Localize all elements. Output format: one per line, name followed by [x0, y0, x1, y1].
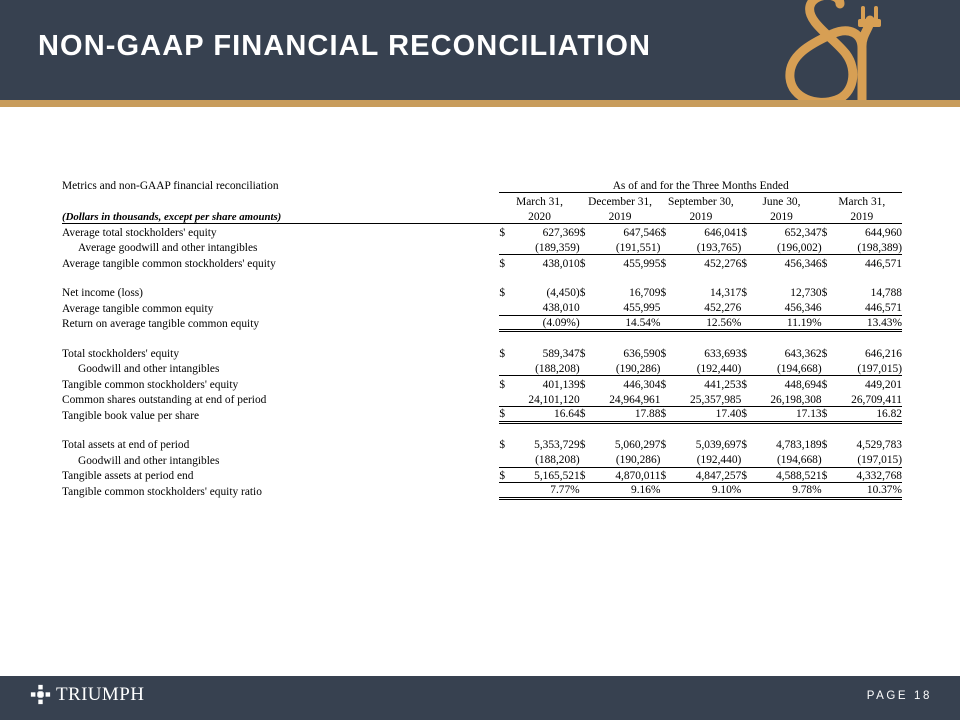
table-cell [580, 407, 661, 423]
column-header-month-1: December 31, [588, 195, 653, 208]
row-label: Net income (loss) [62, 287, 143, 300]
table-row [62, 360, 902, 376]
table-cell [499, 239, 579, 255]
currency-symbol: $ [741, 439, 748, 452]
cell-value: 456,346 [784, 257, 822, 270]
cell-value: 446,571 [864, 257, 902, 270]
currency-symbol: $ [499, 378, 506, 391]
table-cell [580, 483, 661, 499]
table-cell [580, 255, 661, 271]
table-row [62, 255, 902, 271]
table-cell [741, 345, 821, 361]
column-header-year-1: 2019 [580, 208, 661, 224]
table-cell [822, 391, 902, 407]
row-label: Return on average tangible common equity [62, 318, 260, 331]
cell-value: (194,668) [777, 454, 822, 467]
table-cell [741, 452, 821, 468]
cell-value: 644,960 [864, 226, 902, 239]
cell-value: (190,286) [615, 362, 661, 375]
table-cell [822, 255, 902, 271]
table-row [62, 376, 902, 392]
cell-value: 455,995 [623, 302, 661, 315]
currency-symbol: $ [821, 469, 828, 482]
cell-value: 647,546 [623, 226, 661, 239]
currency-symbol: $ [660, 347, 667, 360]
column-header-month-4: March 31, [838, 195, 886, 208]
table-cell [741, 239, 821, 255]
row-label: Average tangible common stockholders' equity [62, 257, 276, 270]
page-number: PAGE 18 [866, 690, 932, 702]
cell-value: (188,208) [535, 454, 580, 467]
table-cell [499, 315, 579, 331]
cell-value: 452,276 [704, 302, 742, 315]
row-label: Tangible common stockholders' equity [62, 378, 239, 391]
financial-table-container [62, 177, 902, 500]
currency-symbol: $ [660, 439, 667, 452]
cell-value: 13.43% [866, 316, 902, 329]
currency-symbol: $ [579, 347, 586, 360]
cell-value: 25,357,985 [690, 393, 742, 406]
cell-value: 16.64 [554, 408, 580, 421]
table-row [62, 300, 902, 316]
table-cell [822, 224, 902, 240]
table-cell [741, 376, 821, 392]
currency-symbol: $ [579, 439, 586, 452]
table-row [62, 407, 902, 423]
cell-value: (197,015) [857, 454, 902, 467]
currency-symbol: $ [821, 347, 828, 360]
row-label: Average total stockholders' equity [62, 226, 217, 239]
table-row [62, 391, 902, 407]
table-row [62, 224, 902, 240]
currency-symbol: $ [579, 226, 586, 239]
table-cell [822, 407, 902, 423]
table-cell [499, 436, 579, 452]
table-cell [499, 407, 579, 423]
row-label: Tangible book value per share [62, 409, 200, 422]
table-cell [660, 467, 741, 483]
brand-wordmark: TRIUMPH [56, 684, 145, 705]
units-note: (Dollars in thousands, except per share amounts) [62, 208, 499, 224]
cell-value: 17.40 [715, 408, 742, 421]
cell-value: (196,002) [777, 241, 822, 254]
table-cell [660, 391, 741, 407]
cell-value: 16,709 [629, 287, 661, 300]
column-header-year-2: 2019 [660, 208, 741, 224]
currency-symbol: $ [821, 257, 828, 270]
table-span-header: As of and for the Three Months Ended [499, 177, 902, 193]
cell-value: 9.78% [792, 484, 822, 497]
table-cell [580, 315, 661, 331]
table-cell [580, 224, 661, 240]
table-cell [499, 300, 579, 316]
cell-value: 4,847,257 [695, 469, 742, 482]
table-corner-title: Metrics and non-GAAP financial reconciliation [62, 180, 279, 193]
table-cell [580, 239, 661, 255]
table-row [62, 239, 902, 255]
cell-value: 4,783,189 [776, 439, 822, 452]
cell-value: 652,347 [784, 226, 822, 239]
table-cell [822, 315, 902, 331]
table-row [62, 452, 902, 468]
table-cell [499, 483, 579, 499]
currency-symbol: $ [660, 378, 667, 391]
cell-value: 12.56% [706, 316, 742, 329]
table-cell [580, 452, 661, 468]
currency-symbol: $ [499, 469, 506, 482]
table-cell [499, 376, 579, 392]
table-cell [580, 436, 661, 452]
cell-value: 9.16% [631, 484, 661, 497]
cell-value: 16.82 [876, 408, 902, 421]
currency-symbol: $ [579, 469, 586, 482]
row-label: Common shares outstanding at end of period [62, 394, 267, 407]
ampersand-plug-logo [762, 0, 902, 100]
cell-value: 4,870,011 [615, 469, 661, 482]
cell-value: 646,041 [704, 226, 742, 239]
currency-symbol: $ [821, 226, 828, 239]
cell-value: 589,347 [542, 347, 580, 360]
table-cell [822, 467, 902, 483]
table-cell [741, 360, 821, 376]
table-row [62, 315, 902, 331]
cell-value: (193,765) [696, 241, 742, 254]
cell-value: 452,276 [704, 257, 742, 270]
row-label: Goodwill and other intangibles [78, 363, 220, 376]
brand-logo [30, 684, 144, 705]
currency-symbol: $ [741, 287, 748, 300]
table-cell [822, 345, 902, 361]
cell-value: 446,571 [864, 302, 902, 315]
currency-symbol: $ [741, 378, 748, 391]
table-cell [741, 436, 821, 452]
table-cell [499, 452, 579, 468]
cell-value: 633,693 [704, 347, 742, 360]
table-cell [660, 436, 741, 452]
page-title: NON-GAAP FINANCIAL RECONCILIATION [38, 30, 652, 62]
table-cell [822, 360, 902, 376]
table-cell [741, 224, 821, 240]
cell-value: 449,201 [864, 378, 902, 391]
table-row [62, 467, 902, 483]
cell-value: 636,590 [623, 347, 661, 360]
table-cell [741, 284, 821, 300]
table-cell [660, 255, 741, 271]
cell-value: 24,101,120 [528, 393, 580, 406]
currency-symbol: $ [660, 257, 667, 270]
cell-value: 456,346 [784, 302, 822, 315]
table-cell [660, 300, 741, 316]
currency-symbol: $ [499, 439, 506, 452]
currency-symbol: $ [499, 226, 506, 239]
table-cell [741, 315, 821, 331]
table-cell [580, 467, 661, 483]
cell-value: 643,362 [784, 347, 822, 360]
cell-value: (190,286) [615, 454, 661, 467]
cell-value: 11.19% [786, 316, 822, 329]
table-cell [741, 255, 821, 271]
currency-symbol: $ [741, 347, 748, 360]
table-cell [822, 483, 902, 499]
table-row [62, 345, 902, 361]
table-cell [660, 345, 741, 361]
table-cell [499, 467, 579, 483]
cell-value: 24,964,961 [609, 393, 661, 406]
table-cell [822, 376, 902, 392]
row-label: Average goodwill and other intangibles [78, 242, 258, 255]
cell-value: 4,588,521 [776, 469, 822, 482]
currency-symbol: $ [499, 347, 506, 360]
currency-symbol: $ [499, 408, 506, 421]
non-gaap-reconciliation-table [62, 177, 902, 500]
cell-value: (192,440) [696, 454, 742, 467]
table-cell [660, 452, 741, 468]
cell-value: (188,208) [535, 362, 580, 375]
currency-symbol: $ [741, 408, 748, 421]
cell-value: 627,369 [542, 226, 580, 239]
cell-value: (4,450) [546, 287, 580, 300]
currency-symbol: $ [579, 257, 586, 270]
cell-value: 10.37% [866, 484, 902, 497]
table-cell [499, 391, 579, 407]
cell-value: 455,995 [623, 257, 661, 270]
table-cell [580, 345, 661, 361]
table-cell [580, 284, 661, 300]
row-label: Tangible common stockholders' equity ratio [62, 485, 262, 498]
triumph-cross-mark [30, 684, 51, 705]
table-cell [660, 224, 741, 240]
cell-value: 14,317 [709, 287, 742, 300]
currency-symbol: $ [499, 287, 506, 300]
cell-value: 646,216 [864, 347, 902, 360]
table-cell [822, 239, 902, 255]
cell-value: (197,015) [857, 362, 902, 375]
table-cell [580, 300, 661, 316]
currency-symbol: $ [821, 439, 828, 452]
table-cell [822, 300, 902, 316]
block-spacer [62, 331, 902, 345]
cell-value: 12,730 [790, 287, 822, 300]
currency-symbol: $ [499, 257, 506, 270]
cell-value: (198,389) [857, 241, 902, 254]
block-spacer [62, 270, 902, 284]
table-cell [660, 315, 741, 331]
row-label: Goodwill and other intangibles [78, 454, 220, 467]
table-cell [741, 300, 821, 316]
row-label: Tangible assets at period end [62, 470, 194, 483]
row-label: Average tangible common equity [62, 302, 214, 315]
cell-value: 438,010 [542, 257, 580, 270]
slide-footer [0, 676, 960, 720]
column-header-month-2: September 30, [667, 195, 734, 208]
currency-symbol: $ [660, 408, 667, 421]
currency-symbol: $ [579, 378, 586, 391]
currency-symbol: $ [660, 287, 667, 300]
cell-value: (4.09%) [542, 316, 580, 329]
cell-value: 17.13 [795, 408, 822, 421]
cell-value: 26,198,308 [770, 393, 822, 406]
currency-symbol: $ [741, 226, 748, 239]
table-cell [499, 360, 579, 376]
cell-value: 14,788 [870, 287, 902, 300]
table-row [62, 284, 902, 300]
cell-value: 401,139 [542, 378, 580, 391]
table-row [62, 436, 902, 452]
table-cell [660, 360, 741, 376]
table-cell [660, 284, 741, 300]
table-cell [499, 284, 579, 300]
cell-value: 5,165,521 [534, 469, 580, 482]
table-cell [499, 255, 579, 271]
table-cell [580, 360, 661, 376]
table-cell [660, 376, 741, 392]
currency-symbol: $ [821, 408, 828, 421]
column-header-month-3: June 30, [762, 195, 801, 208]
currency-symbol: $ [741, 469, 748, 482]
table-cell [580, 391, 661, 407]
currency-symbol: $ [579, 408, 586, 421]
table-cell [499, 224, 579, 240]
cell-value: 7.77% [550, 484, 580, 497]
header-accent-rule [0, 100, 960, 107]
table-cell [741, 467, 821, 483]
table-cell [822, 436, 902, 452]
cell-value: 26,709,411 [851, 393, 902, 406]
cell-value: 448,694 [784, 378, 822, 391]
cell-value: 5,060,297 [614, 439, 661, 452]
table-cell [660, 239, 741, 255]
cell-value: (189,359) [535, 241, 580, 254]
row-label: Total stockholders' equity [62, 347, 180, 360]
cell-value: 441,253 [704, 378, 742, 391]
column-header-year-4: 2019 [822, 208, 902, 224]
currency-symbol: $ [660, 226, 667, 239]
cell-value: (194,668) [777, 362, 822, 375]
currency-symbol: $ [741, 257, 748, 270]
column-header-year-0: 2020 [499, 208, 579, 224]
cell-value: (191,551) [615, 241, 661, 254]
cell-value: 438,010 [542, 302, 580, 315]
cell-value: 5,039,697 [695, 439, 742, 452]
cell-value: 5,353,729 [534, 439, 580, 452]
table-cell [580, 376, 661, 392]
table-cell [660, 483, 741, 499]
column-header-month-0: March 31, [516, 195, 563, 208]
cell-value: 446,304 [623, 378, 661, 391]
block-spacer [62, 422, 902, 436]
cell-value: 14.54% [625, 316, 661, 329]
cell-value: 4,332,768 [856, 469, 902, 482]
currency-symbol: $ [579, 287, 586, 300]
slide-header [0, 0, 960, 100]
table-cell [822, 284, 902, 300]
currency-symbol: $ [821, 287, 828, 300]
table-cell [822, 452, 902, 468]
table-cell [660, 407, 741, 423]
cell-value: 9.10% [711, 484, 742, 497]
row-label: Total assets at end of period [62, 439, 190, 452]
column-header-year-3: 2019 [741, 208, 821, 224]
currency-symbol: $ [660, 469, 667, 482]
currency-symbol: $ [821, 378, 828, 391]
table-cell [741, 483, 821, 499]
cell-value: (192,440) [696, 362, 742, 375]
table-cell [741, 407, 821, 423]
table-cell [499, 345, 579, 361]
table-cell [741, 391, 821, 407]
cell-value: 4,529,783 [856, 439, 902, 452]
table-row [62, 483, 902, 499]
cell-value: 17.88 [634, 408, 661, 421]
